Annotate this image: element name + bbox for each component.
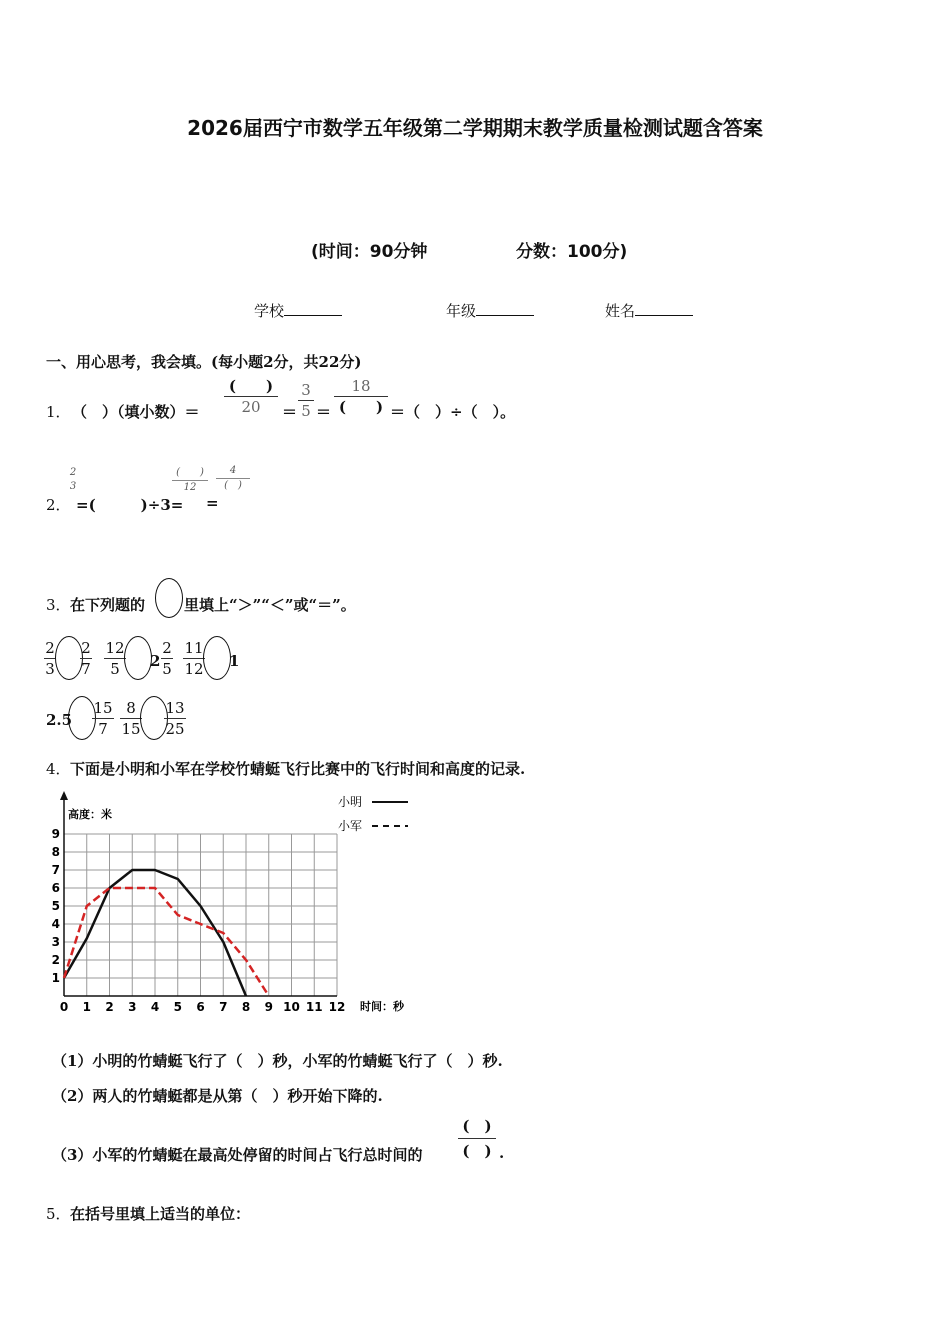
y-tick-label: 5 bbox=[51, 899, 60, 913]
frac-den: 15 bbox=[121, 720, 141, 738]
q5-number: 5． bbox=[46, 1205, 71, 1223]
x-tick-label: 3 bbox=[128, 1000, 137, 1014]
x-tick-label: 9 bbox=[264, 1000, 273, 1014]
compare-oval[interactable] bbox=[203, 636, 231, 680]
frac-num: 15 bbox=[93, 699, 113, 717]
q2-fraction-2 bbox=[172, 466, 208, 495]
x-tick-label: 5 bbox=[173, 1000, 182, 1014]
q3-r2-a-right bbox=[92, 698, 114, 739]
q2-middle: =( )÷3= bbox=[76, 496, 184, 514]
y-tick-label: 3 bbox=[51, 935, 60, 949]
q2-f2-den: 12 bbox=[183, 482, 197, 493]
q2-f3-den: ( ) bbox=[224, 480, 242, 491]
frac-num: 13 bbox=[165, 699, 185, 717]
exam-score: 分数：100分) bbox=[516, 242, 628, 262]
x-tick-label: 4 bbox=[150, 1000, 160, 1014]
q3-text-before: 在下列题的 bbox=[70, 596, 146, 614]
q3-number: 3． bbox=[46, 596, 71, 614]
q3-r2-a-left: 2.5 bbox=[46, 711, 73, 729]
name-field bbox=[605, 300, 693, 321]
frac-num: ( ) bbox=[462, 1117, 492, 1135]
chart-series bbox=[64, 870, 269, 996]
frac-den: 5 bbox=[110, 660, 120, 678]
chart-xlabel: 时间：秒 bbox=[360, 1000, 404, 1013]
x-tick-label: 12 bbox=[328, 1000, 346, 1014]
compare-oval[interactable] bbox=[124, 636, 152, 680]
q2-f1-num: 2 bbox=[69, 467, 77, 478]
q1-number: 1． bbox=[46, 403, 71, 421]
school-blank bbox=[284, 301, 342, 316]
compare-oval[interactable] bbox=[55, 636, 83, 680]
q1-f1-den: 20 bbox=[241, 398, 261, 416]
q2-number: 2． bbox=[46, 496, 71, 514]
frac-num: 2 bbox=[81, 639, 91, 657]
q3-r1-c bbox=[161, 638, 173, 679]
q1-f2-num: 3 bbox=[301, 381, 311, 399]
q1-eq1: ＝ bbox=[282, 403, 298, 421]
q3-r1-d-left bbox=[183, 638, 205, 679]
school-label: 学校 bbox=[254, 302, 285, 320]
q1-f3-num: 18 bbox=[351, 377, 371, 395]
frac-num: 2 bbox=[45, 639, 55, 657]
grade-blank bbox=[476, 301, 534, 316]
x-tick-label: 11 bbox=[305, 1000, 323, 1014]
q4-sub3-end: . bbox=[499, 1144, 505, 1162]
y-tick-label: 1 bbox=[51, 971, 60, 985]
q3-r1-b-left bbox=[104, 638, 126, 679]
flight-chart bbox=[40, 788, 430, 1020]
q1-eq2: ＝ bbox=[316, 403, 332, 421]
x-tick-label: 8 bbox=[241, 1000, 251, 1014]
q2-eq: = bbox=[206, 494, 219, 512]
q1-fraction-1 bbox=[224, 376, 278, 417]
grade-field bbox=[446, 300, 534, 321]
x-tick-label: 6 bbox=[196, 1000, 205, 1014]
q3-r2-b-right bbox=[164, 698, 186, 739]
chart-legend bbox=[338, 795, 408, 833]
q4-sub2: （2）两人的竹蜻蜓都是从第（ ）秒开始下降的. bbox=[52, 1087, 383, 1105]
x-tick-label: 10 bbox=[283, 1000, 300, 1014]
x-tick-label: 1 bbox=[82, 1000, 91, 1014]
x-tick-label: 0 bbox=[59, 1000, 69, 1014]
q3-r1-a-right bbox=[80, 638, 92, 679]
q1-fraction-3 bbox=[334, 376, 388, 417]
q2-f2-num: ( ) bbox=[176, 467, 204, 478]
q5-text: 在括号里填上适当的单位： bbox=[70, 1205, 251, 1223]
q4-sub3-fraction bbox=[458, 1116, 496, 1161]
chart-grid bbox=[64, 834, 337, 996]
q4-sub1: （1）小明的竹蜻蜓飞行了（ ）秒，小军的竹蜻蜓飞行了（ ）秒. bbox=[52, 1052, 503, 1070]
q3-r2-b-left bbox=[120, 698, 142, 739]
y-axis-arrow bbox=[60, 791, 68, 800]
frac-den: 5 bbox=[162, 660, 172, 678]
chart-ylabel: 高度：米 bbox=[68, 808, 112, 821]
q2-f1-den: 3 bbox=[69, 481, 77, 492]
page-title: 2026届西宁市数学五年级第二学期期末教学质量检测试题含答案 bbox=[187, 116, 763, 140]
q3-r1-b-right: 2 bbox=[150, 652, 161, 670]
y-tick-label: 2 bbox=[51, 953, 60, 967]
q1-f1-num: ( ) bbox=[228, 377, 274, 395]
q3-r1-d-right: 1 bbox=[229, 652, 240, 670]
q4-text: 下面是小明和小军在学校竹蜻蜓飞行比赛中的飞行时间和高度的记录. bbox=[70, 760, 526, 778]
school-field bbox=[254, 300, 342, 321]
chart-axes bbox=[60, 791, 337, 996]
section-heading: 一、用心思考，我会填。(每小题2分，共22分) bbox=[46, 353, 362, 371]
q4-sub3: （3）小军的竹蜻蜓在最高处停留的时间占飞行总时间的 bbox=[52, 1146, 423, 1164]
compare-oval bbox=[155, 578, 183, 618]
q2-f3-num: 4 bbox=[229, 465, 237, 476]
frac-num: 8 bbox=[126, 699, 136, 717]
x-tick-label: 2 bbox=[105, 1000, 114, 1014]
y-tick-label: 6 bbox=[51, 881, 60, 895]
name-blank bbox=[635, 301, 693, 316]
q1-suffix: ＝（ ）÷（ ）。 bbox=[390, 403, 516, 421]
y-tick-label: 7 bbox=[51, 863, 60, 877]
q1-fraction-2 bbox=[298, 380, 314, 421]
q4-number: 4． bbox=[46, 760, 71, 778]
q2-fraction-1 bbox=[66, 466, 80, 494]
frac-num: 12 bbox=[105, 639, 125, 657]
frac-num: 11 bbox=[184, 639, 204, 657]
frac-den: 7 bbox=[98, 720, 108, 738]
name-label: 姓名 bbox=[605, 302, 636, 320]
exam-time: (时间：90分钟 bbox=[311, 242, 428, 262]
legend-label: 小明 bbox=[338, 795, 363, 809]
frac-den: 3 bbox=[45, 660, 55, 678]
x-tick-label: 7 bbox=[219, 1000, 228, 1014]
frac-den: 7 bbox=[81, 660, 91, 678]
legend-label: 小军 bbox=[338, 819, 363, 833]
y-tick-label: 8 bbox=[51, 845, 60, 859]
fraction-bar bbox=[458, 1138, 496, 1139]
y-tick-label: 9 bbox=[51, 827, 60, 841]
q1-f2-den: 5 bbox=[301, 402, 311, 420]
y-tick-label: 4 bbox=[51, 917, 60, 931]
frac-den: 25 bbox=[165, 720, 185, 738]
q2-fraction-3 bbox=[216, 464, 250, 493]
grade-label: 年级 bbox=[446, 302, 477, 320]
frac-num: 2 bbox=[162, 639, 172, 657]
frac-den: 12 bbox=[184, 660, 204, 678]
q3-text-after: 里填上“＞”“＜”或“＝”。 bbox=[184, 596, 356, 614]
q1-prefix: （ ）（填小数）＝ bbox=[72, 403, 200, 421]
frac-den: ( ) bbox=[462, 1142, 492, 1160]
q1-f3-den: ( ) bbox=[338, 398, 384, 416]
